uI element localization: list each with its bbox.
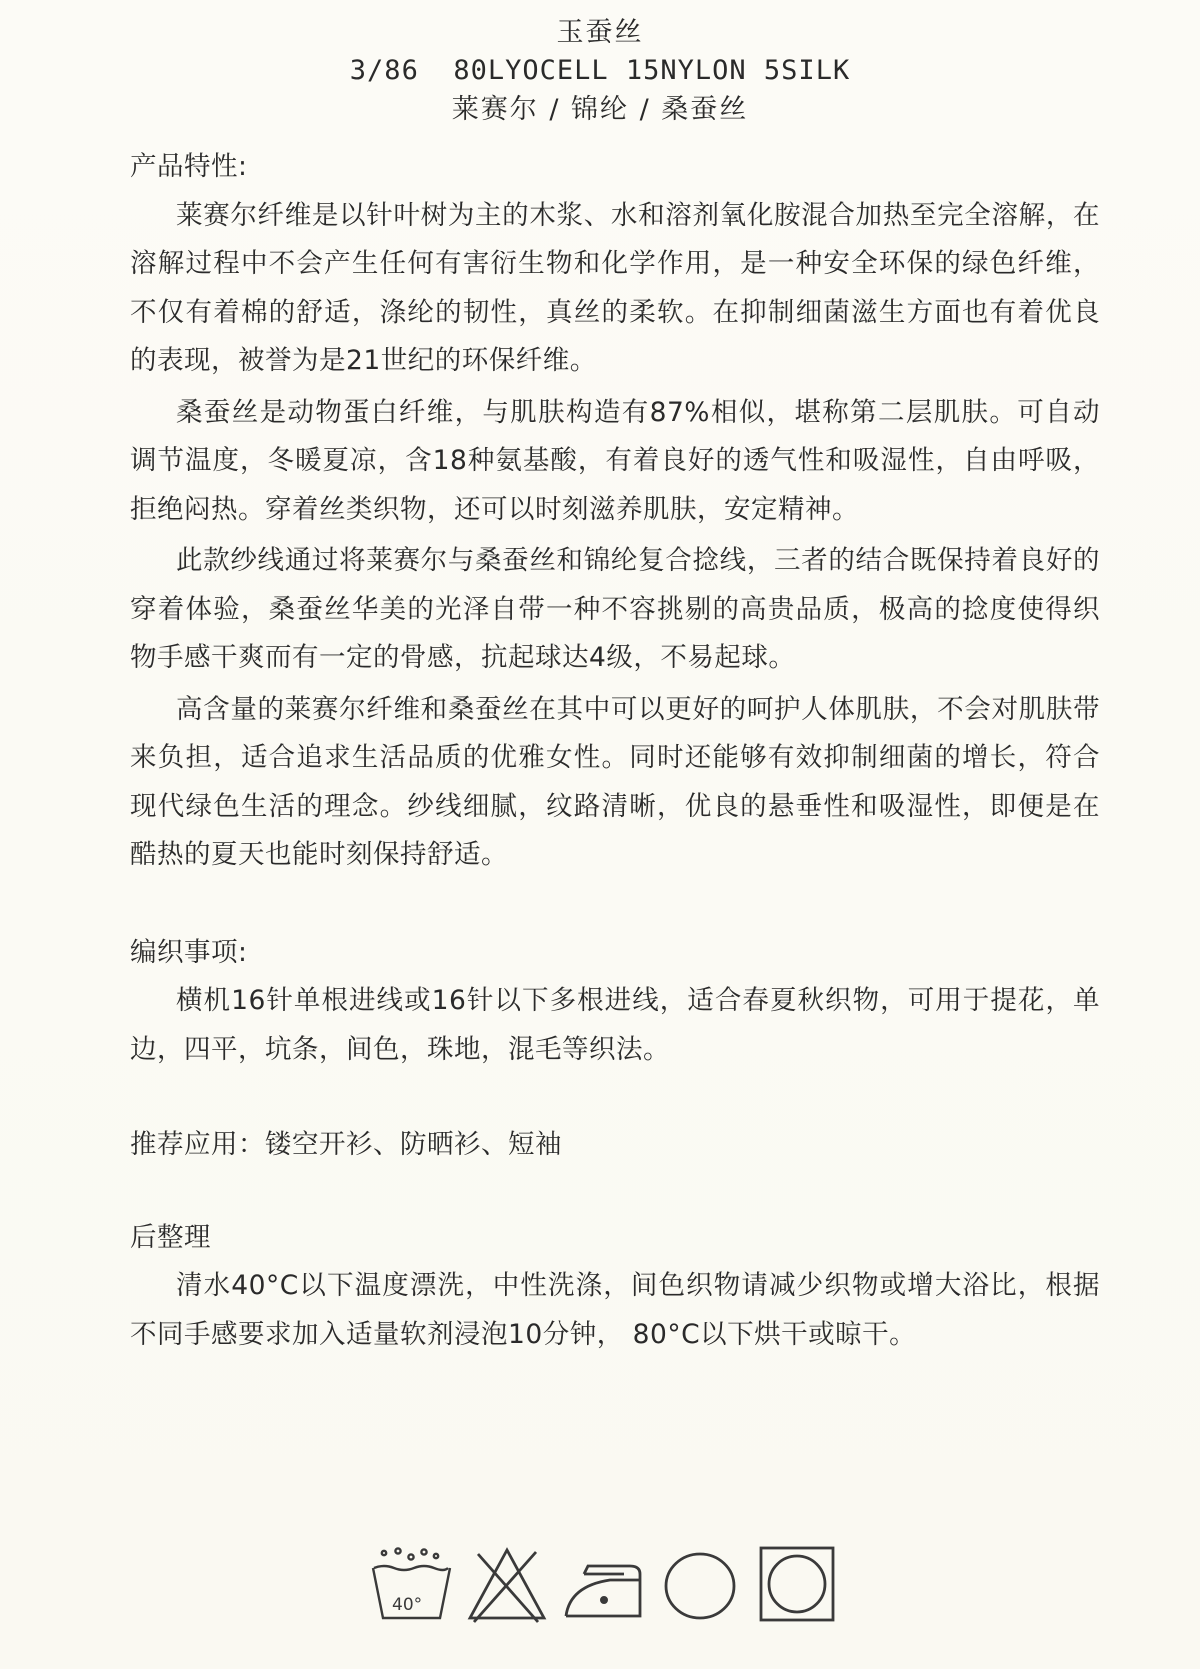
finishing-text: 清水40°C以下温度漂洗，中性洗涤，间色织物请减少织物或增大浴比，根据不同手感要求加入适量软剂浸泡10分钟， 80°C以下烘干或晾干。 — [130, 1270, 1100, 1350]
features-paragraph: 此款纱线通过将莱赛尔与桑蚕丝和锦纶复合捻线，三者的结合既保持着良好的穿着体验，桑蚕丝华美的光泽自带一种不容挑剔的高贵品质，极高的捻度使得织物手感干爽而有一定的骨感，抗起球达4级，不易起球。 — [130, 545, 1100, 673]
features-paragraph: 莱赛尔纤维是以针叶树为主的木浆、水和溶剂氧化胺混合加热至完全溶解，在溶解过程中不会产生任何有害衍生物和化学作用，是一种安全环保的绿色纤维，不仅有着棉的舒适，涤纶的韧性，真丝的柔软。在抑制细菌滋生方面也有着优良的表现，被誉为是21世纪的环保纤维。 — [130, 199, 1100, 376]
product-title: 玉蚕丝 — [556, 17, 644, 48]
finishing-heading: 后整理 — [130, 1221, 211, 1253]
tumble-dry-icon — [756, 1544, 838, 1626]
features-paragraph: 桑蚕丝是动物蛋白纤维，与肌肤构造有87%相似，堪称第二层肌肤。可自动调节温度，冬暖夏凉，含18种氨基酸，有着良好的透气性和吸湿性，自由呼吸，拒绝闷热。穿着丝类织物，还可以时刻滋养肌肤，安定精神。 — [130, 396, 1100, 525]
composition: 莱赛尔 / 锦纶 / 桑蚕丝 — [451, 94, 749, 125]
recommended-use: 推荐应用：镂空开衫、防晒衫、短袖 — [130, 1129, 562, 1160]
knitting-heading: 编织事项: — [130, 936, 248, 968]
features-heading: 产品特性: — [130, 151, 248, 182]
knitting-text: 横机16针单根进线或16针以下多根进线，适合春夏秋织物，可用于提花，单边，四平，坑条，间色，珠地，混毛等织法。 — [130, 985, 1100, 1065]
features-paragraph: 高含量的莱赛尔纤维和桑蚕丝在其中可以更好的呵护人体肌肤，不会对肌肤带来负担，适合追求生活品质的优雅女性。同时还能够有效抑制细菌的增长，符合现代绿色生活的理念。纱线细腻，纹路清晰，优良的悬垂性和吸湿性，即便是在酷热的夏天也能时刻保持舒适。 — [130, 693, 1100, 870]
dry-clean-icon — [660, 1544, 740, 1626]
iron-low-icon — [560, 1544, 646, 1626]
wash-temperature: 40° — [392, 1595, 423, 1615]
do-not-bleach-icon — [464, 1544, 550, 1626]
header — [0, 14, 1200, 130]
content — [130, 143, 1100, 1362]
yarn-spec: 3/86 80LYOCELL 15NYLON 5SILK — [349, 55, 851, 86]
care-symbols — [368, 1544, 848, 1626]
wash-40-icon — [368, 1544, 454, 1626]
